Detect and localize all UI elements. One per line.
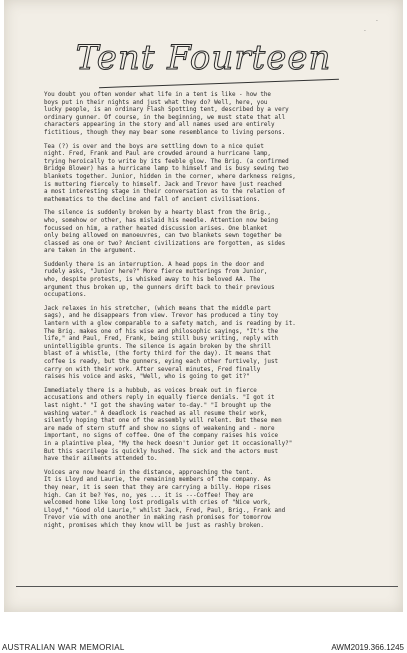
text-line: Immediately there is a hubbub, as voices break out in fierce (44, 387, 257, 394)
title-underline (99, 79, 339, 88)
text-line: focussed on him, a rather heated discussion arises. One blanket (44, 225, 268, 232)
text-line: only being allowed on manoeuvres, can two blankets sewn together be (44, 233, 282, 240)
text-line: accusations and others reply in equally fierce denials. "I got it (44, 395, 275, 402)
text-line: who, despite protests, is whisked away to his beloved AA. The (44, 277, 261, 284)
text-line: characters appearing in the story and all names used are entirely (44, 122, 275, 129)
paragraph (44, 144, 394, 205)
paragraph (44, 388, 394, 464)
text-line: last night." "I got the shaving water to-day." "I brought up the (44, 402, 271, 409)
bottom-rule (16, 586, 398, 587)
footer-credit: AUSTRALIAN WAR MEMORIAL (2, 643, 125, 652)
text-line: lantern with a glow comparable to a safety match, and is reading by it. (44, 321, 296, 328)
text-line: rudely asks, "Junior here?" More fierce mutterings from Junior, (44, 269, 268, 276)
text-line: blast of a whistle, (the forty third for the day). It means that (44, 351, 271, 358)
text-line: argument thus broken up, the gunners drift back to their previous (44, 284, 275, 291)
document-body (44, 92, 394, 536)
text-line: You doubt you often wonder what life in a tent is like - how the (44, 92, 271, 98)
text-line: coffee is ready, but the gunners, eying each other furtively, just (44, 359, 279, 365)
document-sheet (4, 0, 403, 612)
document-title: Tent Fourteen (75, 38, 332, 78)
text-line: life," and Paul, Fred, Frank, being still busy writing, reply with (44, 336, 279, 343)
text-line: ordinary gunner. Of course, in the beginning, we must state that all (44, 114, 286, 121)
paragraph (44, 92, 394, 138)
text-line: high. Can it be? Yes, no, yes ... it is ---Coffee! They are (44, 492, 254, 499)
text-line: Lloyd," "Good old Laurie," whilst Jack, Fred, Paul, Brig., Frank and (44, 507, 286, 514)
punch-mark: · (364, 28, 366, 35)
text-line: night, promises which they know will be just as rashly broken. (44, 522, 264, 529)
text-line: are made of stern stuff and show no signs of weakening and - more (44, 425, 275, 432)
text-line: trying heroically to write by its feeble glow. The Brig. (a confirmed (44, 158, 289, 165)
text-line: washing water." A deadlock is reached as all resume their work, (44, 410, 268, 417)
paragraph (44, 210, 394, 256)
text-line: blankets together. Junior, hidden in the corner, where darkness reigns, (44, 173, 296, 180)
text-line: Tea (?) is over and the boys are settling down to a nice quiet (44, 143, 264, 150)
punch-mark: · (376, 18, 378, 25)
text-line: The silence is suddenly broken by a hearty blast from the Brig., (44, 210, 271, 217)
text-line: It is Lloyd and Laurie, the remaining members of the company. As (44, 477, 271, 484)
footer-accession-number: AWM2019.366.1245 (331, 643, 404, 652)
text-line: raises his voice and asks, "Well, who is going to get it?" (44, 374, 250, 381)
text-line: have their ailments attended to. (44, 456, 158, 463)
text-line: lucky people, is an ordinary Flash Spotting tent, described by a very (44, 107, 289, 114)
text-line: sags), and he disappears from view. Trevor has produced a tiny toy (44, 313, 279, 320)
text-line: carry on with their work. After several minutes, Fred finally (44, 366, 261, 373)
footer-bar (0, 612, 407, 653)
text-line: unintelligible grunts. The silence is again broken by the shrill (44, 343, 271, 350)
text-line: Suddenly there is an interruption. A head pops in the door and (44, 261, 264, 268)
text-line: mathematics to the decline and fall of ancient civilisations. (44, 196, 261, 203)
text-line: important, no signs of coffee. One of the company raises his voice (44, 433, 279, 440)
paragraph (44, 306, 394, 382)
text-line: Trevor vie with one another in making rash promises for tomorrow (44, 515, 271, 522)
text-line: welcomed home like long lost prodigals with cries of "Nice work, (44, 500, 271, 507)
text-line: But this sacrilege is quickly hushed. The sick and the actors must (44, 448, 279, 455)
text-line: Jack relaxes in his stretcher, (which means that the middle part (44, 305, 271, 312)
text-line: Bridge Blower) has a hurricane lamp to himself and is busy sewing two (44, 166, 289, 173)
text-line: night. Fred, Frank and Paul are crowded around a hurricane lamp, (44, 151, 271, 158)
text-line: they near, it is seen that they are carrying a billy. Hope rises (44, 484, 271, 491)
text-line: classed as one or two? Ancient civilizations are forgotten, as sides (44, 240, 286, 247)
text-line: Voices are now heard in the distance, approaching the tent. (44, 469, 254, 476)
text-line: who, somehow or other, has mislaid his needle. Attention now being (44, 217, 279, 224)
paragraph (44, 470, 394, 531)
text-line: The Brig. makes one of his wise and philosophic sayings, "It's the (44, 328, 279, 335)
text-line: is muttering fiercely to himself. Jack and Trevor have just reached (44, 181, 282, 188)
text-line: silently hoping that one of the assembly will relent. But these men (44, 418, 282, 425)
paragraph (44, 262, 394, 300)
text-line: occupations. (44, 292, 87, 299)
text-line: in a plaintive plea, "My the heck doesn't Junior get it occasionally?" (44, 440, 293, 447)
text-line: are taken in the argument. (44, 248, 137, 255)
text-line: fictitious, though they may bear some resemblance to living persons. (44, 129, 286, 136)
text-line: boys put in their nights and just what they do? Well, here, you (44, 99, 268, 106)
text-line: a most interesting stage in their conversation as to the relation of (44, 189, 286, 196)
